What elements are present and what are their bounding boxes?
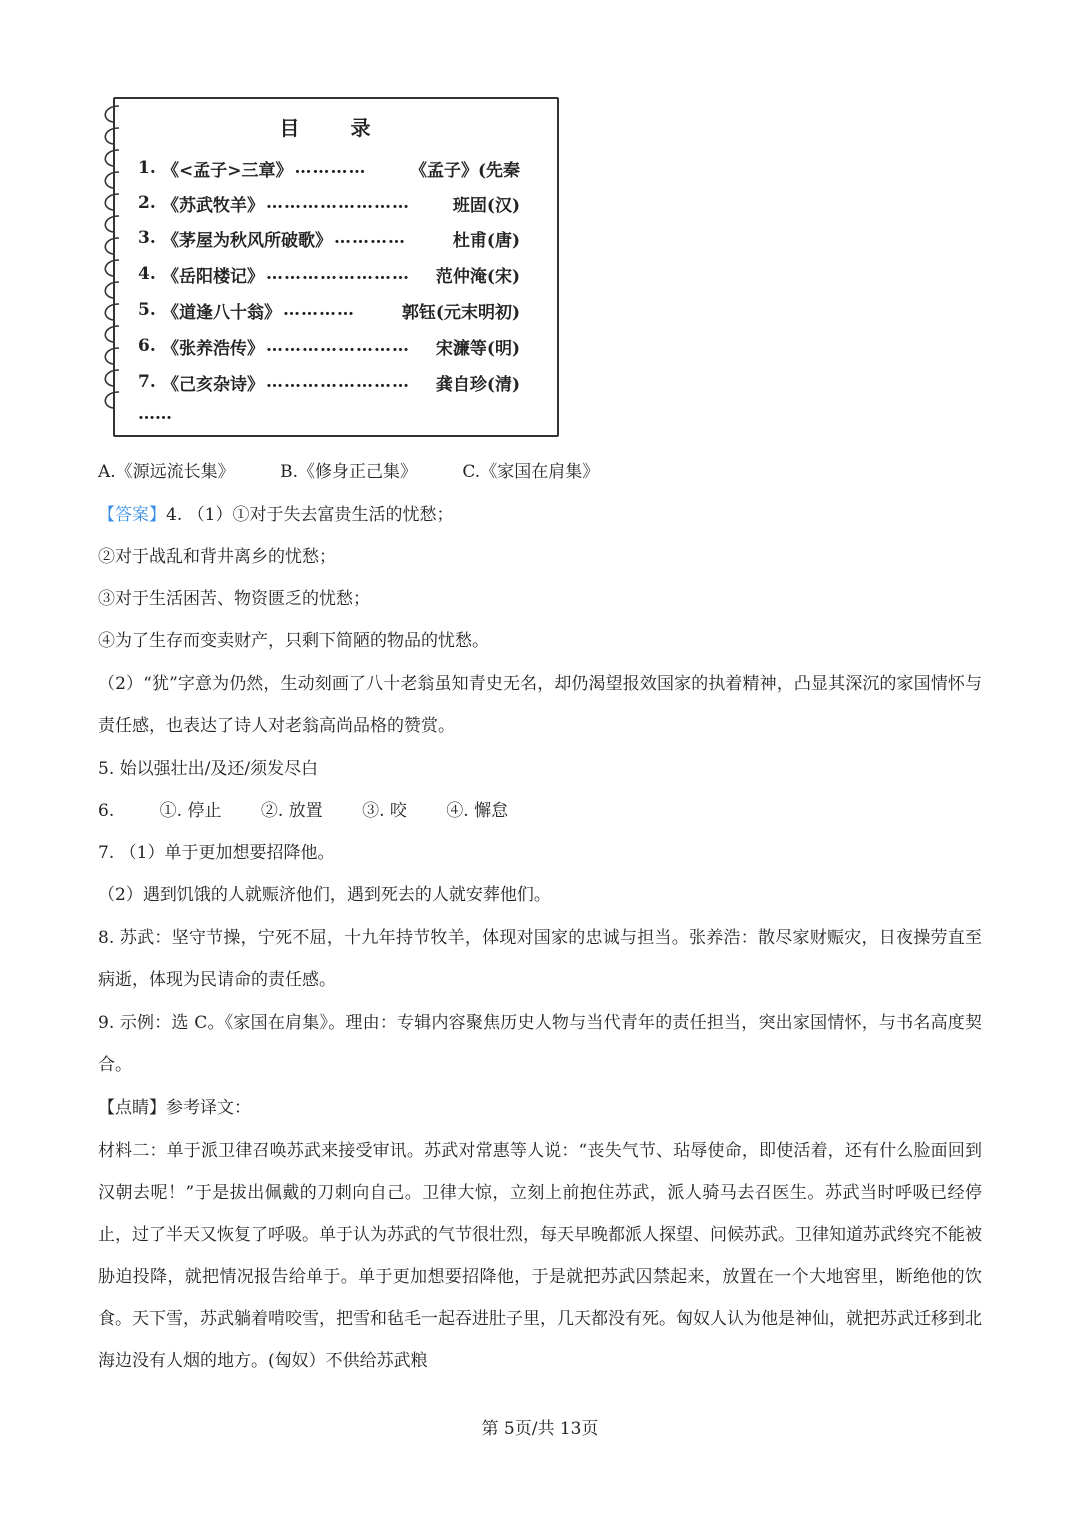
- toc-item-author: 郭钰(元末明初): [401, 302, 520, 323]
- toc-item: [138, 259, 520, 289]
- toc-item-author: 范仲淹(宋): [435, 266, 520, 287]
- toc-item-title: 《苏武牧羊》: [162, 195, 264, 216]
- toc-item: [138, 367, 520, 397]
- answer-q5: 5. 始以强壮出/及还/须发尽白: [98, 759, 319, 779]
- toc-item-number: 4.: [138, 264, 156, 284]
- page-footer: 第 5页/共 13页: [481, 1419, 599, 1439]
- toc-item-title: 《茅屋为秋风所破歌》: [162, 230, 332, 251]
- spiral-binding-icon: [97, 100, 127, 410]
- toc-item-number: 7.: [138, 372, 156, 392]
- answer-q9: 9. 示例：选 C。《家国在肩集》。理由：专辑内容聚焦历史人物与当代青年的责任担当，突出家国情怀，与书名高度契合。: [98, 1013, 982, 1075]
- note-heading: 【点睛】参考译文：: [98, 1098, 251, 1118]
- answer-q6-item: ②. 放置: [260, 801, 323, 821]
- toc-item-author: 龚自珍(清): [435, 374, 520, 395]
- toc-title: 目 录: [279, 116, 393, 140]
- answer-q8: 8. 苏武：坚守节操，宁死不屈，十九年持节牧羊，体现对国家的忠诚与担当。张养浩：散尽家财赈灾，日夜操劳直至病逝，体现为民请命的责任感。: [98, 928, 982, 990]
- answer-q6-number: 6.: [98, 801, 115, 821]
- toc-item-number: 1.: [138, 158, 156, 178]
- answer-tag: 【答案】: [98, 505, 166, 525]
- toc-item-number: 5.: [138, 300, 156, 320]
- toc-item-number: 3.: [138, 228, 156, 248]
- answer-q6-item: ①. 停止: [159, 801, 222, 821]
- toc-item: [138, 223, 520, 253]
- answer-q4-part1: 4. （1）①对于失去富贵生活的忧愁；: [166, 505, 454, 525]
- answer-q6: [98, 801, 508, 821]
- answer-q7-part2: （2）遇到饥饿的人就赈济他们，遇到死去的人就安葬他们。: [98, 885, 551, 905]
- toc-item-author: 《孟子》(先秦: [409, 160, 520, 181]
- toc-item-title: 《张养浩传》: [162, 338, 264, 359]
- toc-item: [138, 295, 520, 325]
- option-a: A.《源远流长集》: [98, 462, 235, 482]
- answer-q7-part1: 7. （1）单于更加想要招降他。: [98, 843, 335, 863]
- toc-item-title: 《己亥杂诗》: [162, 374, 264, 395]
- toc-item-author: 杜甫(唐): [452, 230, 520, 251]
- toc-item: [138, 331, 520, 361]
- toc-item-title: 《岳阳楼记》: [162, 266, 264, 287]
- translation-paragraph: 材料二：单于派卫律召唤苏武来接受审讯。苏武对常惠等人说：“丧失气节、玷辱使命，即使活着，还有什么脸面回到汉朝去呢！”于是拔出佩戴的刀刺向自己。卫律大惊，立刻上前抱住苏武，派人骑马去召医生。苏武当时呼吸已经停止，过了半天又恢复了呼吸。单于认为苏武的气节很壮烈，每天早晚都派人探望、问候苏武。卫律知道苏武终究不能被胁迫投降，就把情况报告给单于。单于更加想要招降他，于是就把苏武囚禁起来，放置在一个大地窖里，断绝他的饮食。天下雪，苏武躺着啃咬雪，把雪和毡毛一起吞进肚子里，几天都没有死。匈奴人认为他是神仙，就把苏武迁移到北海边没有人烟的地方。(匈奴）不供给苏武粮: [98, 1141, 982, 1371]
- option-b: B.《修身正己集》: [280, 462, 417, 482]
- toc-item-author: 班固(汉): [452, 195, 520, 216]
- toc-leader-dots: …………: [294, 158, 367, 178]
- toc-item: [138, 153, 520, 183]
- option-c: C.《家国在肩集》: [462, 462, 600, 482]
- toc-leader-dots: ……………………: [266, 193, 410, 213]
- toc-item-title: 《道逢八十翁》: [162, 302, 281, 323]
- toc-item: [138, 188, 520, 218]
- toc-ellipsis: ……: [138, 404, 172, 424]
- toc-item-title: 《<孟子>三章》: [162, 160, 293, 181]
- answer-q4-line4: ④为了生存而变卖财产，只剩下简陋的物品的忧愁。: [98, 631, 489, 651]
- toc-item-number: 6.: [138, 336, 156, 356]
- answer-q6-item: ④. 懈怠: [446, 801, 509, 821]
- answer-q4-line1: [98, 505, 453, 525]
- answer-q6-item: ③. 咬: [362, 801, 407, 821]
- answer-q4-part2: （2）“犹”字意为仍然，生动刻画了八十老翁虽知青史无名，却仍渴望报效国家的执着精神，凸显其深沉的家国情怀与责任感，也表达了诗人对老翁高尚品格的赞赏。: [98, 674, 982, 736]
- toc-leader-dots: …………: [283, 300, 355, 320]
- toc-item-author: 宋濂等(明): [435, 338, 520, 359]
- toc-leader-dots: ……………………: [266, 372, 410, 392]
- toc-leader-dots: ……………………: [266, 264, 410, 284]
- options-line: [98, 462, 599, 482]
- toc-leader-dots: ……………………: [266, 336, 410, 356]
- answer-q4-line3: ③对于生活困苦、物资匮乏的忧愁；: [98, 589, 370, 609]
- toc-item-number: 2.: [138, 193, 156, 213]
- toc-leader-dots: …………: [334, 228, 406, 248]
- answer-q4-line2: ②对于战乱和背井离乡的忧愁；: [98, 547, 336, 567]
